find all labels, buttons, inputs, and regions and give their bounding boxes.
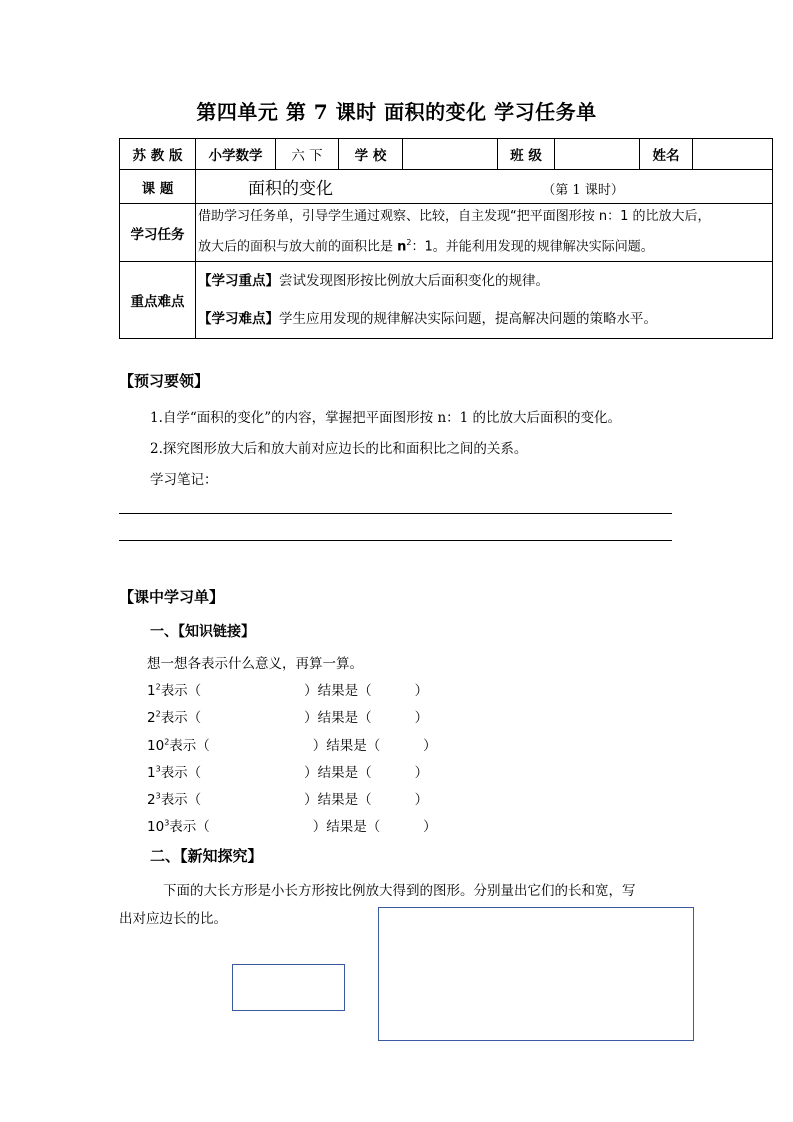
power-row [147,734,437,754]
task-cell [196,204,773,262]
preview-heading: 【预习要领】 [119,372,210,390]
class-label: 班 级 [498,139,555,170]
power-meaning: 表示（ ）结果是（ ） [160,710,429,726]
power-base: 1 [147,683,156,699]
power-row [147,788,428,808]
topic-cell [196,170,773,204]
difficulty-text: 学生应用发现的规律解决实际问题，提高解决问题的策略水平。 [279,311,657,327]
power-exp: 2 [164,737,170,747]
name-field[interactable] [693,139,773,170]
task-line-2 [198,230,770,260]
knowledge-link-heading: 一、【知识链接】 [150,624,255,640]
info-table [119,138,773,339]
publisher-cell: 苏 教 版 [120,139,196,170]
power-row [147,815,437,835]
key-point-line [198,262,770,300]
notes-line-2 [119,540,672,541]
power-base: 10 [147,738,165,754]
task-line-2-pre: 放大后的面积与放大前的面积比是 [198,239,398,255]
power-meaning: 表示（ ）结果是（ ） [160,683,429,699]
power-exp: 3 [164,818,170,828]
power-meaning: 表示（ ）结果是（ ） [160,792,429,808]
difficulty-line [198,300,770,338]
difficulty-tag: 【学习难点】 [198,311,279,327]
class-field[interactable] [555,139,640,170]
task-n: n [397,239,407,255]
power-base: 10 [147,819,165,835]
explore-line-2: 出对应边长的比。 [119,911,227,927]
class-sheet-heading: 【课中学习单】 [119,588,225,606]
power-meaning: 表示（ ）结果是（ ） [160,765,429,781]
power-row [147,761,428,781]
task-sup: 2 [406,238,412,248]
power-base: 2 [147,792,156,808]
topic-text: 面积的变化 [248,179,333,199]
power-exp: 3 [155,791,161,801]
key-point-text: 尝试发现图形按比例放大后面积变化的规律。 [279,273,549,289]
notes-line-1 [119,513,672,514]
knowledge-prompt: 想一想各表示什么意义，再算一算。 [147,656,363,672]
key-point-tag: 【学习重点】 [198,273,279,289]
preview-item-2: 2.探究图形放大后和放大前对应边长的比和面积比之间的关系。 [150,441,528,457]
subject-cell: 小学数学 [196,139,276,170]
school-field[interactable] [403,139,498,170]
power-exp: 3 [155,764,161,774]
task-label: 学习任务 [120,204,196,262]
grade-cell: 六 下 [276,139,339,170]
task-line-1: 借助学习任务单，引导学生通过观察、比较，自主发现“把平面图形按 n：1 的比放大后， [198,209,711,225]
power-exp: 2 [155,709,161,719]
power-meaning: 表示（ ）结果是（ ） [169,738,437,754]
power-exp: 2 [155,682,161,692]
power-base: 1 [147,765,156,781]
key-cell [196,262,773,339]
period-text: （第 1 课时） [542,183,624,198]
school-label: 学 校 [339,139,403,170]
page-title: 第四单元 第 7 课时 面积的变化 学习任务单 [196,100,597,124]
name-label: 姓名 [640,139,693,170]
notes-label: 学习笔记： [150,472,218,488]
power-row [147,706,428,726]
power-base: 2 [147,710,156,726]
explore-line-1: 下面的大长方形是小长方形按比例放大得到的图形。分别量出它们的长和宽，写 [163,883,636,899]
preview-item-1: 1.自学“面积的变化”的内容，掌握把平面图形按 n：1 的比放大后面积的变化。 [150,410,622,426]
small-rectangle [232,964,345,1011]
new-knowledge-heading: 二、【新知探究】 [150,847,263,865]
power-meaning: 表示（ ）结果是（ ） [169,819,437,835]
power-row [147,679,428,699]
topic-label: 课 题 [120,170,196,204]
large-rectangle [378,907,694,1041]
key-label: 重点难点 [120,262,196,339]
task-line-2-post: ：1。并能利用发现的规律解决实际问题。 [411,239,654,255]
